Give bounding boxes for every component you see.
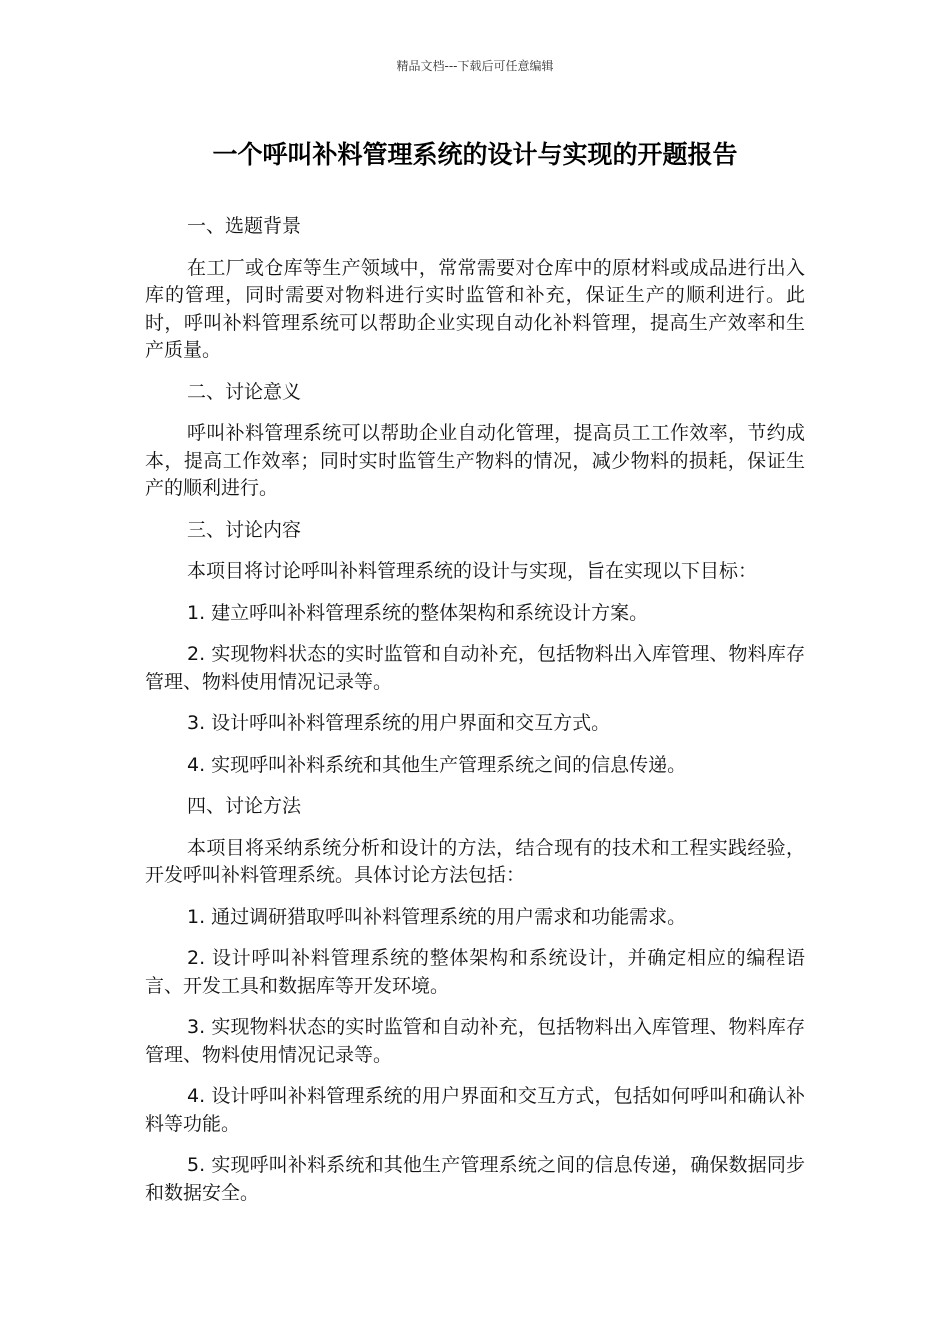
list-item-goal-2: 2. 实现物料状态的实时监管和自动补充，包括物料出入库管理、物料库存管理、物料使用情况记录等。 xyxy=(145,643,805,693)
document-body xyxy=(145,213,805,1207)
paragraph-significance: 呼叫补料管理系统可以帮助企业自动化管理，提高员工工作效率，节约成本，提高工作效率；同时实时监管生产物料的情况，减少物料的损耗，保证生产的顺利进行。 xyxy=(145,422,805,499)
paragraph-content-intro: 本项目将讨论呼叫补料管理系统的设计与实现，旨在实现以下目标： xyxy=(187,560,758,582)
paragraph-background: 在工厂或仓库等生产领域中，常常需要对仓库中的原材料或成品进行出入库的管理，同时需要对物料进行实时监管和补充，保证生产的顺利进行。此时，呼叫补料管理系统可以帮助企业实现自动化补料管理，提高生产效率和生产质量。 xyxy=(145,256,805,361)
list-item-method-3: 3. 实现物料状态的实时监管和自动补充，包括物料出入库管理、物料库存管理、物料使用情况记录等。 xyxy=(145,1016,805,1066)
list-item-goal-4: 4. 实现呼叫补料系统和其他生产管理系统之间的信息传递。 xyxy=(187,753,687,776)
list-item-method-1: 1. 通过调研猎取呼叫补料管理系统的用户需求和功能需求。 xyxy=(187,905,687,928)
list-item-goal-3: 3. 设计呼叫补料管理系统的用户界面和交互方式。 xyxy=(187,712,611,734)
section-heading-method: 四、讨论方法 xyxy=(187,795,302,817)
list-item-method-2: 2. 设计呼叫补料管理系统的整体架构和系统设计，并确定相应的编程语言、开发工具和数据库等开发环境。 xyxy=(145,947,805,997)
list-item-method-5: 5. 实现呼叫补料系统和其他生产管理系统之间的信息传递，确保数据同步和数据安全。 xyxy=(145,1154,805,1204)
list-item-goal-1: 1. 建立呼叫补料管理系统的整体架构和系统设计方案。 xyxy=(187,601,649,624)
document-title: 一个呼叫补料管理系统的设计与实现的开题报告 xyxy=(212,140,738,169)
section-heading-background: 一、选题背景 xyxy=(187,215,302,237)
section-heading-significance: 二、讨论意义 xyxy=(187,380,302,403)
section-heading-content: 三、讨论内容 xyxy=(187,518,302,541)
list-item-method-4: 4. 设计呼叫补料管理系统的用户界面和交互方式，包括如何呼叫和确认补料等功能。 xyxy=(145,1085,805,1135)
page-header: 精品文档---下载后可任意编辑 xyxy=(396,59,554,73)
paragraph-method-intro: 本项目将采纳系统分析和设计的方法，结合现有的技术和工程实践经验，开发呼叫补料管理系统。具体讨论方法包括： xyxy=(145,836,805,886)
